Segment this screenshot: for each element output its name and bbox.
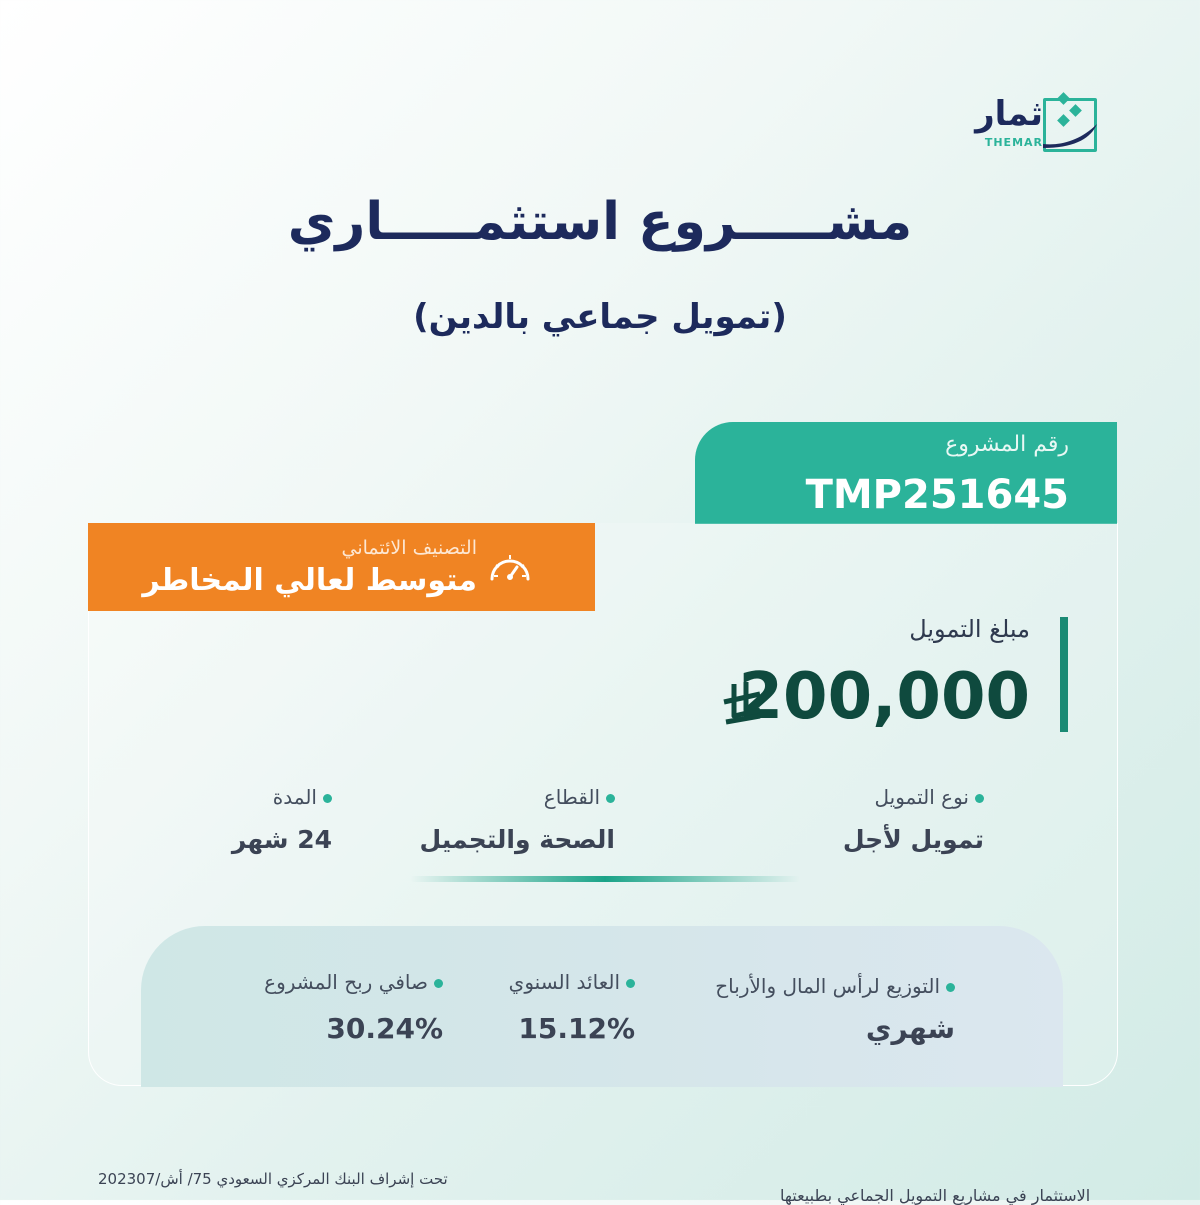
- return-net-profit: [264, 970, 443, 1045]
- section-divider: [410, 876, 800, 882]
- return-annual: [509, 970, 635, 1045]
- gauge-icon: [487, 547, 533, 587]
- funding-amount-label: مبلغ التمويل: [909, 615, 1030, 643]
- detail-value: تمويل لأجل: [842, 825, 984, 854]
- logo-swoosh: [1041, 120, 1101, 150]
- bullet-dot: [323, 794, 332, 803]
- detail-duration: [232, 785, 332, 854]
- return-value: 30.24%: [326, 1012, 443, 1045]
- detail-label: المدة: [272, 785, 317, 809]
- themar-logo: [955, 90, 1105, 160]
- detail-label: نوع التمويل: [874, 785, 969, 809]
- bullet-dot: [946, 983, 955, 992]
- credit-rating-label: التصنيف الائتماني: [341, 537, 477, 559]
- page-subtitle: (تمويل جماعي بالدين): [413, 297, 787, 337]
- page-title: مشـــــروع استثمـــــاري: [287, 192, 913, 252]
- project-number-label: رقم المشروع: [945, 432, 1069, 457]
- detail-funding-type: [843, 785, 984, 854]
- logo-arabic-text: ثمار: [975, 94, 1043, 134]
- bullet-dot: [434, 979, 443, 988]
- bullet-dot: [975, 794, 984, 803]
- credit-rating-value: متوسط لعالي المخاطر: [142, 563, 477, 598]
- disclaimer-note: الاستثمار في مشاريع التمويل الجماعي بطبيعتها: [780, 1186, 1091, 1205]
- saudi-riyal-icon: [720, 680, 764, 726]
- amount-accent-bar: [1060, 617, 1068, 732]
- bullet-dot: [626, 979, 635, 988]
- return-label: التوزيع لرأس المال والأرباح: [715, 974, 940, 998]
- detail-value: 24 شهر: [231, 825, 332, 854]
- return-label: صافي ربح المشروع: [264, 970, 428, 994]
- bullet-dot: [606, 794, 615, 803]
- project-number-value: TMP251645: [805, 472, 1069, 518]
- credit-rating-banner: [88, 523, 595, 611]
- return-label: العائد السنوي: [508, 970, 620, 994]
- project-number-tab: [695, 422, 1117, 524]
- logo-latin-text: THEMAR: [984, 136, 1043, 149]
- regulation-note: تحت إشراف البنك المركزي السعودي 75/ أش/202307: [98, 1170, 448, 1188]
- detail-value: الصحة والتجميل: [419, 825, 615, 854]
- return-value: شهري: [865, 1012, 955, 1045]
- funding-amount-value: 200,000: [738, 660, 1030, 734]
- detail-label: القطاع: [543, 785, 600, 809]
- return-distribution: [715, 974, 955, 1045]
- return-value: 15.12%: [518, 1012, 635, 1045]
- detail-sector: [420, 785, 615, 854]
